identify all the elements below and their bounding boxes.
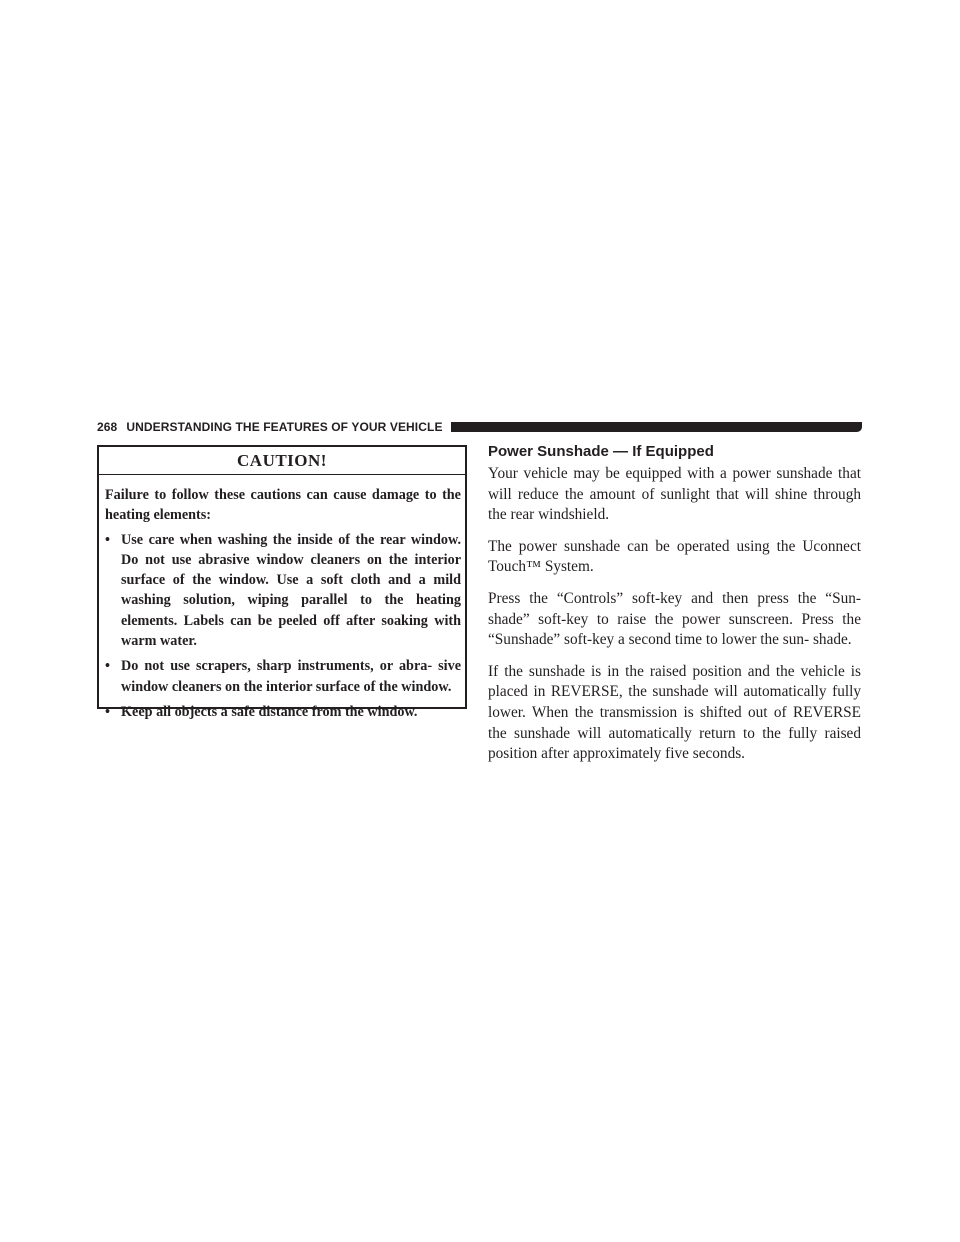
header-rule — [451, 422, 862, 432]
caution-bullet-text: Use care when washing the inside of the rear window. Do not use abrasive window cleaners on the interior surface of the window. Use a soft cloth and a mild washing solution, wiping parallel to the heating elements. Labels can be peeled off after soaking with warm water. — [121, 531, 461, 650]
caution-bullet — [105, 702, 461, 722]
caution-box — [97, 445, 467, 720]
bullet-icon: • — [105, 658, 110, 675]
caution-bullet-text: Keep all objects a safe distance from the window. — [121, 703, 418, 720]
section-heading: Power Sunshade — If Equipped — [488, 443, 714, 460]
page-number: 268 — [97, 420, 118, 434]
bullet-icon: • — [105, 531, 110, 548]
paragraph: Press the “Controls” soft-key and then press the “Sun- shade” soft-key to raise the power sunscreen. Press the “Sunshade” soft-key a second time to lower the sun- shade. — [488, 589, 861, 649]
caution-bullet — [105, 530, 461, 652]
section-title: UNDERSTANDING THE FEATURES OF YOUR VEHICLE — [126, 420, 443, 434]
bullet-icon: • — [105, 703, 110, 720]
caution-bullet-text: Do not use scrapers, sharp instruments, or abra- sive window cleaners on the interior surface of the window. — [121, 658, 461, 695]
caution-intro: Failure to follow these cautions can cause damage to the heating elements: — [105, 487, 461, 524]
caution-bullet — [105, 656, 461, 697]
caution-body — [99, 475, 465, 722]
paragraph: The power sunshade can be operated using the Uconnect Touch™ System. — [488, 537, 861, 576]
paragraph: Your vehicle may be equipped with a power sunshade that will reduce the amount of sunlight that will shine through the rear windshield. — [488, 465, 861, 524]
page-header — [97, 418, 862, 436]
paragraph: If the sunshade is in the raised position and the vehicle is placed in REVERSE, the sunshade will automatically fully lower. When the transmission is shifted out of REVERSE the sunshade will automatically return to the fully raised position after approximately five seconds. — [488, 662, 861, 763]
power-sunshade-section — [488, 442, 861, 776]
caution-title: CAUTION! — [99, 447, 465, 475]
